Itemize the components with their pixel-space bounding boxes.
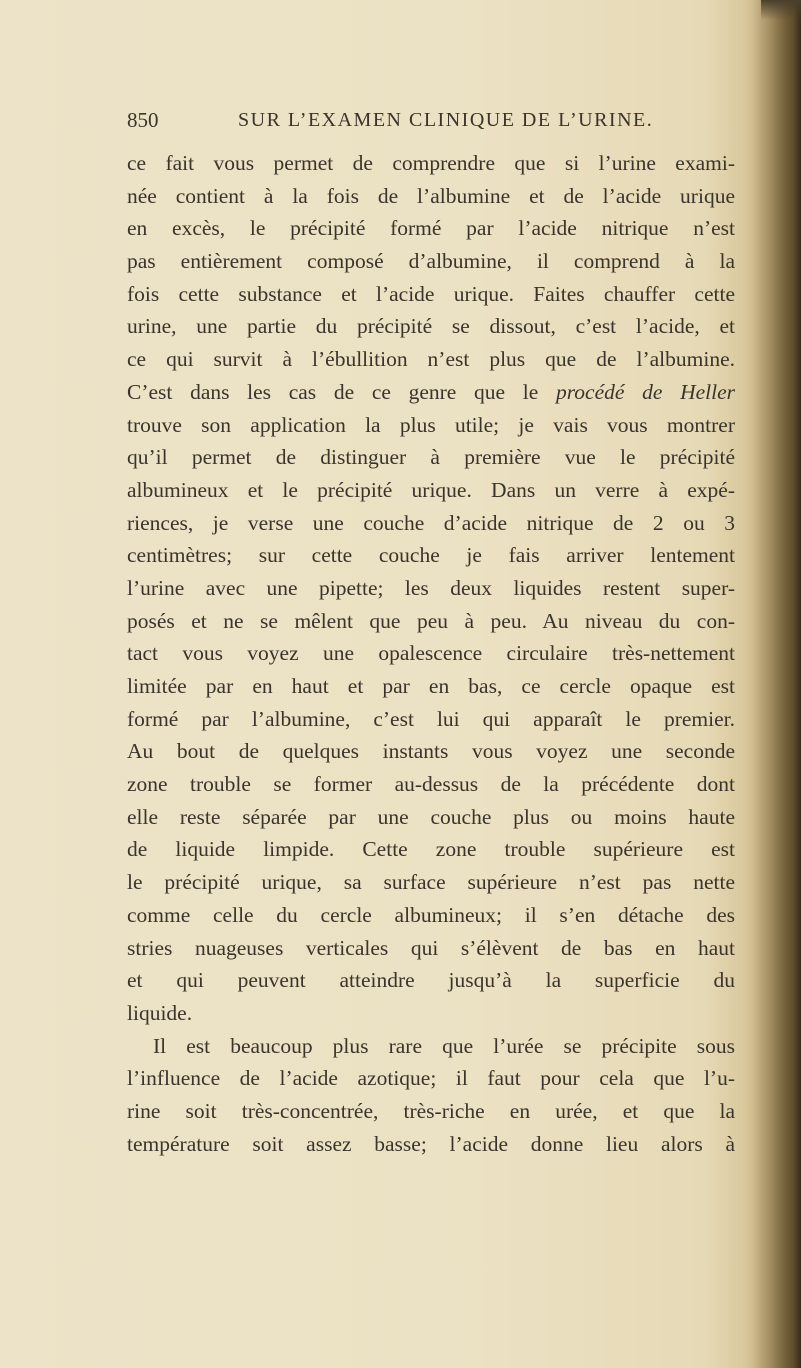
text-line: zone trouble se former au-dessus de la précédente dont xyxy=(127,772,735,797)
book-binding-shadow xyxy=(753,0,801,1368)
text-line: qu’il permet de distinguer à première vue le précipité xyxy=(127,445,735,470)
text-line xyxy=(127,376,735,409)
text-line: le précipité urique, sa surface supérieure n’est pas nette xyxy=(127,870,735,895)
page-corner-shadow xyxy=(761,0,801,20)
body-text xyxy=(127,147,735,1160)
text-line: comme celle du cercle albumineux; il s’en détache des xyxy=(127,902,735,927)
text-line: née contient à la fois de l’albumine et de l’acide urique xyxy=(127,183,735,208)
text-line: trouve son application la plus utile; je vais vous montrer xyxy=(127,412,735,437)
page-number: 850 xyxy=(127,108,159,132)
text-span: C’est dans les cas de ce genre que le xyxy=(127,379,539,404)
text-line: liquide. xyxy=(127,1000,193,1025)
text-line: pas entièrement composé d’albumine, il comprend à la xyxy=(127,249,735,274)
italic-term: procédé de Heller xyxy=(555,379,736,404)
text-line: elle reste séparée par une couche plus ou moins haute xyxy=(127,804,735,829)
text-line: tact vous voyez une opalescence circulaire très-nettement xyxy=(127,641,735,666)
paragraph-start-line: Il est beaucoup plus rare que l’urée se précipite sous xyxy=(153,1033,735,1058)
text-line: centimètres; sur cette couche je fais arriver lentement xyxy=(127,543,735,568)
text-line: riences, je verse une couche d’acide nitrique de 2 ou 3 xyxy=(127,510,735,535)
text-line: urine, une partie du précipité se dissout, c’est l’acide, et xyxy=(127,314,735,339)
page-header xyxy=(127,108,735,136)
text-line: stries nuageuses verticales qui s’élèvent de bas en haut xyxy=(127,935,735,960)
text-line: fois cette substance et l’acide urique. Faites chauffer cette xyxy=(127,281,735,306)
running-title: SUR L’EXAMEN CLINIQUE DE L’URINE. xyxy=(238,109,654,131)
text-line: ce fait vous permet de comprendre que si l’urine exami- xyxy=(127,151,735,175)
text-line: albumineux et le précipité urique. Dans un verre à expé- xyxy=(127,477,735,502)
text-line: limitée par en haut et par en bas, ce cercle opaque est xyxy=(127,674,735,698)
text-line: température soit assez basse; l’acide donne lieu alors à xyxy=(127,1131,735,1156)
text-line: et qui peuvent atteindre jusqu’à la superficie du xyxy=(127,968,735,993)
text-line: Au bout de quelques instants vous voyez une seconde xyxy=(127,739,735,764)
text-line: en excès, le précipité formé par l’acide nitrique n’est xyxy=(127,216,735,241)
text-line: l’influence de l’acide azotique; il faut pour cela que l’u- xyxy=(127,1066,735,1091)
text-line: l’urine avec une pipette; les deux liquides restent super- xyxy=(127,575,735,600)
text-line: ce qui survit à l’ébullition n’est plus que de l’albumine. xyxy=(127,347,735,372)
text-line: de liquide limpide. Cette zone trouble supérieure est xyxy=(127,837,735,862)
text-line: posés et ne se mêlent que peu à peu. Au niveau du con- xyxy=(127,608,735,633)
text-line: rine soit très-concentrée, très-riche en urée, et que la xyxy=(127,1098,735,1123)
text-line: formé par l’albumine, c’est lui qui apparaît le premier. xyxy=(127,706,735,731)
